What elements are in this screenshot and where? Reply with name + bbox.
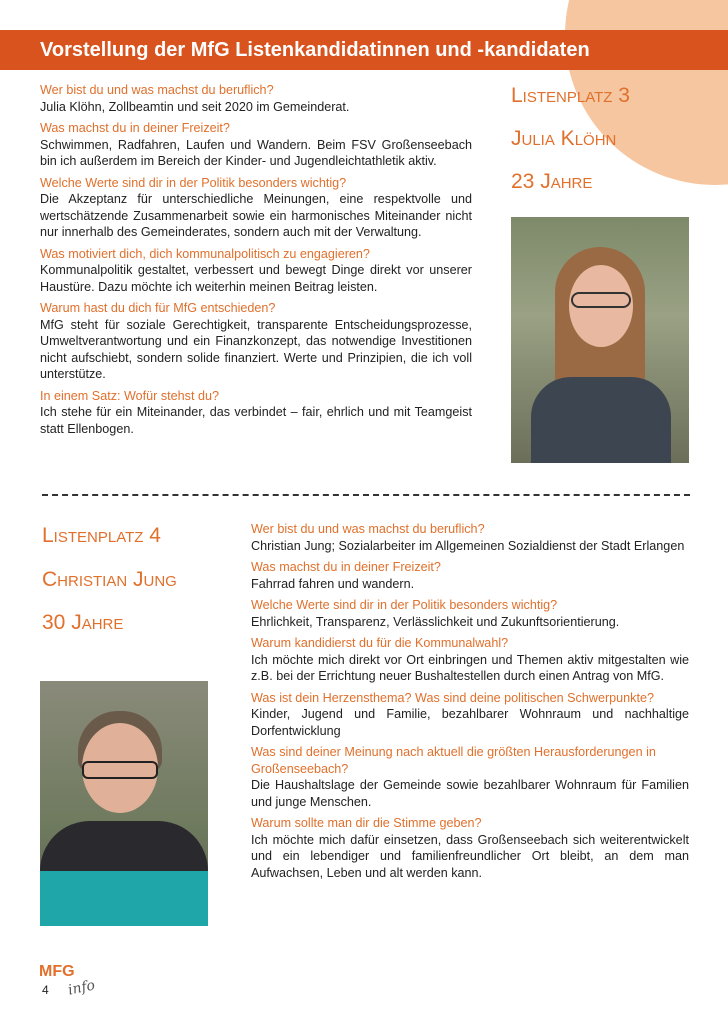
question: Wer bist du und was machst du beruflich?: [251, 522, 485, 536]
answer: Kommunalpolitik gestaltet, verbessert und bewegt Dinge direkt vor unserer Haustüre. Dazu möchte ich weiterhin meinen Beitrag leisten.: [40, 263, 472, 294]
question: Welche Werte sind dir in der Politik besonders wichtig?: [40, 175, 347, 190]
mfg-logo: MFG: [39, 963, 75, 980]
section-divider: [42, 494, 690, 496]
question: Was machst du in deiner Freizeit?: [251, 560, 441, 574]
candidate2-age: 30 Jahre: [42, 611, 124, 634]
question: Wer bist du und was machst du beruflich?: [40, 83, 274, 97]
candidate2-place: Listenplatz 4: [42, 524, 161, 547]
answer: Ich möchte mich direkt vor Ort einbringen und Themen aktiv mitgestalten wie z.B. bei der Errichtung neuer Bushaltestellen durch einen Antrag von MfG.: [251, 652, 689, 683]
answer: Fahrrad fahren und wandern.: [251, 576, 415, 591]
answer: Schwimmen, Radfahren, Laufen und Wandern. Beim FSV Großenseebach bin ich außerdem im Bereich der Kinder- und Jugendleichtathletik aktiv.: [40, 137, 472, 168]
answer: Kinder, Jugend und Familie, bezahlbarer Wohnraum und nachhaltige Dorfentwicklung: [251, 707, 689, 738]
page-number: 4: [42, 983, 49, 997]
question: Warum hast du dich für MfG entschieden?: [40, 301, 276, 315]
candidate1-age: 23 Jahre: [511, 170, 593, 193]
answer: Christian Jung; Sozialarbeiter im Allgemeinen Sozialdienst der Stadt Erlangen: [251, 538, 685, 553]
candidate1-place: Listenplatz 3: [511, 84, 630, 107]
candidate2-qa: [251, 521, 689, 881]
page-title: Vorstellung der MfG Listenkandidatinnen und -kandidaten: [0, 30, 728, 70]
question: Was sind deiner Meinung nach aktuell die größten Herausforderungen in Großenseebach?: [251, 745, 656, 776]
answer: MfG steht für soziale Gerechtigkeit, transparente Entscheidungsprozesse, Umweltverantwortung und ein Finanzkonzept, das notwendige Investitionen nicht aufschiebt, sondern solide finanziert. Werte und Prinzipien, die ich voll unterstütze.: [40, 317, 472, 381]
candidate2-name: Christian Jung: [42, 568, 177, 591]
answer: Julia Klöhn, Zollbeamtin und seit 2020 im Gemeinderat.: [40, 99, 350, 114]
question: Warum sollte man dir die Stimme geben?: [251, 816, 482, 830]
answer: Ehrlichkeit, Transparenz, Verlässlichkeit und Zukunftsorientierung.: [251, 614, 620, 629]
question: In einem Satz: Wofür stehst du?: [40, 388, 219, 403]
candidate1-qa: [40, 82, 472, 437]
question: Warum kandidierst du für die Kommunalwahl?: [251, 636, 509, 650]
answer: Die Akzeptanz für unterschiedliche Meinungen, eine respektvolle und wertschätzende Zusammenarbeit sowie ein harmonisches Miteinander nicht nur innerhalb des Gemeinderates, sondern auch mit der Verwaltung.: [40, 192, 472, 239]
question: Was machst du in deiner Freizeit?: [40, 121, 230, 135]
question: Was ist dein Herzensthema? Was sind deine politischen Schwerpunkte?: [251, 690, 654, 705]
candidate2-photo: [40, 681, 208, 926]
answer: Ich stehe für ein Miteinander, das verbindet – fair, ehrlich und mit Teamgeist statt Ellenbogen.: [40, 405, 472, 436]
candidate1-name: Julia Klöhn: [511, 127, 617, 150]
answer: Die Haushaltslage der Gemeinde sowie bezahlbarer Wohnraum für Familien und junge Menschen.: [251, 778, 689, 809]
question: Welche Werte sind dir in der Politik besonders wichtig?: [251, 598, 558, 612]
answer: Ich möchte mich dafür einsetzen, dass Großenseebach sich weiterentwickelt und ein lebendiger und familienfreundlicher Ort bleibt, an dem man Aufwachsen, Leben und alt werden kann.: [251, 832, 689, 880]
info-wordmark: info: [66, 977, 97, 999]
question: Was motiviert dich, dich kommunalpolitisch zu engagieren?: [40, 246, 370, 261]
candidate1-photo: [511, 217, 689, 463]
